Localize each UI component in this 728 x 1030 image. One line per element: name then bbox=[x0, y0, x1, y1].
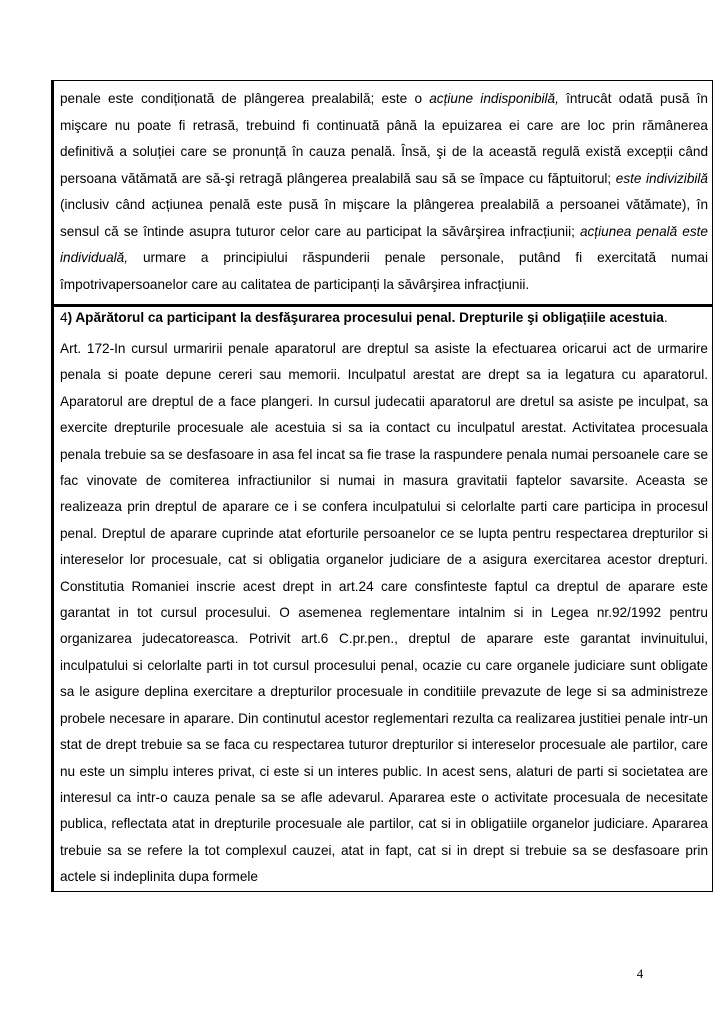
italic-term-indivizibila: este indivizibilă bbox=[615, 170, 708, 186]
italic-term-indisponibila: acțiune indisponibilă, bbox=[429, 91, 559, 106]
text-run: întrucât odată pusă în mişcare nu poate fi retrasă, trebuind fi continuată până la epuizarea ei care are loc prin rămânerea definitivă a soluției care se pronunță în cauza penală. Însă, şi de la această regulă există excepții când persoana vătămată are să-şi retragă plângerea prealabilă sau să se împace cu făptuitorul; bbox=[60, 91, 708, 186]
text-run: penale este condiționată de plângerea prealabilă; este o bbox=[60, 91, 430, 106]
section-heading-text: ) Apărătorul ca participant la desfăşurarea procesului penal. Drepturile şi obligațiile acestuia bbox=[67, 310, 664, 325]
text-run: urmare a principiului răspunderii penale personale, putând fi exercitată numai împotrivapersoanelor care au calitatea de participanți la săvârşirea infracțiunii. bbox=[60, 250, 708, 292]
paragraph-defender-rights: Art. 172-In cursul urmaririi penale aparatorul are dreptul sa asiste la efectuarea oricarui act de urmarire penala si poate depune cereri sau memorii. Inculpatul arestat are drept sa ia legatura cu aparatorul. Aparatorul are dreptul de a face plangeri. In cursul judecatii aparatorul are dretul sa asiste pe inculpat, sa exercite drepturile procesuale ale acestuia si sa ia contact cu inculpatul arestat. Activitatea procesuala penala trebuie sa se desfasoare in asa fel incat sa fie trase la raspundere penala numai persoanele care se fac vinovate de comiterea infractiunilor si numai in masura gravitatii faptelor savarsite. Aceasta se realizeaza prin dreptul de aparare ce i se confera inculpatului si celorlalte parti care participa in procesul penal. Dreptul de aparare cuprinde atat eforturile persoanelor ce se lupta pentru respectarea drepturilor si intereselor lor procesuale, cat si obligatia organelor judiciare de a asigura exercitarea acestor drepturi. Constitutia Romaniei inscrie acest drept in art.24 care consfinteste faptul ca dreptul de aparare este garantat in tot cursul procesului. O asemenea reglementare intalnim si in Legea nr.92/1992 pentru organizarea judecatoreasca. Potrivit art.6 C.pr.pen., dreptul de aparare este garantat invinuitului, inculpatului si celorlalte parti in tot cursul procesului penal, ocazie cu care organele judiciare sunt obligate sa le asigure deplina exercitare a drepturilor procesuale in conditiile prevazute de lege si sa administreze probele necesare in aparare. Din continutul acestor reglementari rezulta ca realizarea justitiei penale intr-un stat de drept trebuie sa se faca cu respectarea tuturor drepturilor si intereselor procesuale ale partilor, care nu este un simplu interes privat, ci este si un interes public. In acest sens, alaturi de parti si societatea are interesul ca intr-o cauza penale sa se afle adevarul. Apararea este o activitate procesuala de necesitate publica, reflectata atat in drepturile procesuale ale partilor, cat si in obligatiile organelor judiciare. Apararea trebuie sa se refere la tot complexul cauzei, atat in fapt, cat si in drept si trebuie sa se desfasoare prin actele si indeplinita dupa formele bbox=[60, 341, 708, 885]
text-cell-defender bbox=[54, 307, 712, 892]
section-number: 4 bbox=[60, 310, 68, 325]
document-table bbox=[51, 80, 713, 892]
text-cell-action bbox=[54, 81, 712, 307]
heading-punctuation: . bbox=[663, 310, 668, 325]
italic-term-individuala: acțiunea penală este individuală, bbox=[60, 223, 708, 265]
page-number: 4 bbox=[636, 966, 644, 981]
text-run: (inclusiv când acțiunea penală este pusă în mişcare la plângerea prealabilă a persoanei vătămate), în sensul că se întinde asupra tuturor celor care au participat la săvârşirea infracțiunii; bbox=[60, 197, 708, 239]
section-heading bbox=[60, 309, 708, 326]
paragraph-action-characteristics bbox=[60, 86, 708, 298]
